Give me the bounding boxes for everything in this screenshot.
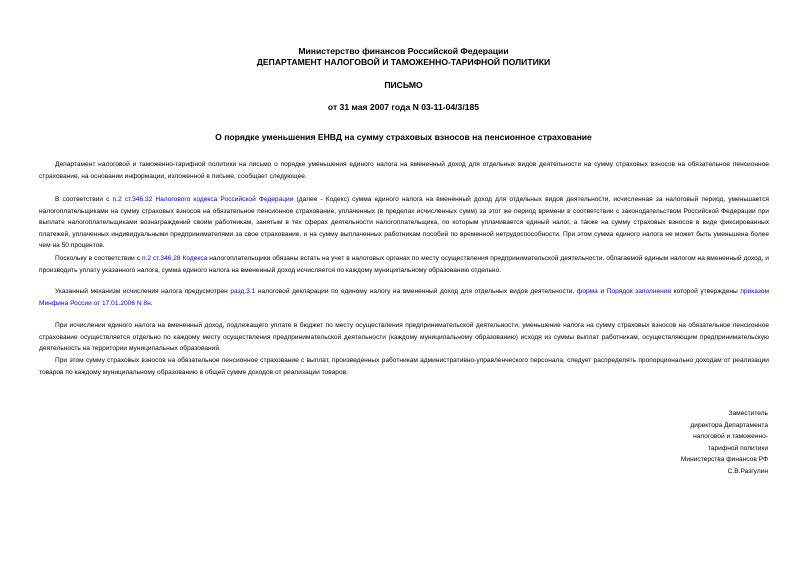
link-tax-code-art-346-28[interactable]: п.2 ст.346.28 Кодекса	[141, 255, 208, 262]
paragraph-2	[39, 194, 769, 252]
paragraph-3	[39, 253, 769, 276]
paragraph-1: Департамент налоговой и таможенно-тарифной политики на письмо о порядке уменьшения единого налога на вмененный доход для отдельных видов деятельности на сумму страховых взносов на обязательное пенсионное страхование, на основании информации, изложенной в письме, сообщает следующее.	[39, 161, 769, 180]
paragraph-4-text-2: налоговой декларации по единому налогу на вмененный доход для отдельных видов деятельности,	[255, 288, 577, 295]
document-type: ПИСЬМО	[384, 80, 423, 90]
signature-line-3: налоговой и таможенно-	[693, 433, 768, 440]
signature-line-4: тарифной политики	[707, 444, 768, 452]
ministry-title: Министерство финансов Российской Федерации	[298, 46, 509, 56]
paragraph-4	[39, 286, 769, 309]
link-section-3-1[interactable]: разд.3.1	[230, 288, 256, 295]
paragraph-4-text-4: которой утверждены	[671, 288, 741, 295]
signature-block	[628, 408, 768, 477]
link-tax-code-art-346-32[interactable]: п.2 ст.346.32 Налогового кодекса Российской Федерации	[112, 196, 294, 203]
paragraph-3-text-1: Поскольку в соответствии с	[55, 255, 142, 262]
document-date-number: от 31 мая 2007 года N 03-11-04/3/185	[327, 102, 480, 112]
document-subject: О порядке уменьшения ЕНВД на сумму страховых взносов на пенсионное страхование	[215, 132, 592, 142]
paragraph-4-text-5: .	[150, 299, 153, 307]
paragraph-5: При исчислении единого налога на вмененный доход, подлежащего уплате в бюджет по месту осуществления предпринимательской деятельности, уменьшение налога на сумму страховых взносов на обязательное пенсионное страхование осуществляется отдельно по каждому месту осуществления предпринимательской деятельности (каждому муниципальному образованию) исходя из суммы выплат работникам, осуществляющим предпринимательскую деятельность на территории муниципальных образований.	[39, 322, 769, 352]
signature-name: С.В.Разгулин	[727, 467, 768, 475]
signature-line-5: Министерства финансов РФ	[680, 456, 768, 463]
link-declaration-form[interactable]: форма	[576, 288, 598, 295]
link-minfin-order[interactable]: приказом Минфина России от 17.01.2006 N 8н	[39, 288, 770, 307]
paragraph-2-text-1: В соответствии с	[55, 196, 113, 203]
signature-line-1: Заместитель	[728, 410, 768, 417]
department-title: ДЕПАРТАМЕНТ НАЛОГОВОЙ И ТАМОЖЕННО-ТАРИФНОЙ ПОЛИТИКИ	[256, 57, 551, 67]
paragraph-4-text-1: Указанный механизм исчисления налога предусмотрен	[55, 288, 231, 295]
paragraph-4-text-3: и	[597, 288, 607, 295]
link-filling-procedure[interactable]: Порядок заполнения	[606, 288, 672, 295]
paragraph-3-text-2: налогоплательщики обязаны встать на учет в налоговых органах по месту осуществления предпринимательской деятельности, облагаемой единым налогом на вмененный доход, и производить уплату указанного налога, сумма единого налога на вмененный доход исчисляется по каждому муниципальному образованию отдельно.	[39, 255, 769, 274]
signature-line-2: директора Департамента	[690, 421, 768, 429]
paragraph-6: При этом сумму страховых взносов на обязательное пенсионное страхование с выплат, произведенных работникам административно-управленческого персонала, следует распределять пропорционально доходам от реализации товаров по каждому муниципальному образованию в общей сумме доходов от реализации товаров.	[39, 357, 769, 376]
paragraph-2-text-2: (далее - Кодекс) сумма единого налога на вмененный доход для отдельных видов деятельности, исчисленная за налоговый период, уменьшается налогоплательщиками на сумму страховых взносов на обязательное пенсионное страхование, уплаченных (в пределах исчисленных сумм) за этот же период времени в соответствии с законодательством Российской Федерации при выплате налогоплательщиками вознаграждений своим работникам, занятым в тех сферах деятельности налогоплательщика, по которым уплачивается единый налог, а также на сумму страховых взносов в виде фиксированных платежей, уплаченных индивидуальными предпринимателями за свое страхование, и на сумму выплаченных работникам пособий по временной нетрудоспособности. При этом сумма единого налога не может быть уменьшена более чем на 50 процентов.	[39, 196, 769, 249]
